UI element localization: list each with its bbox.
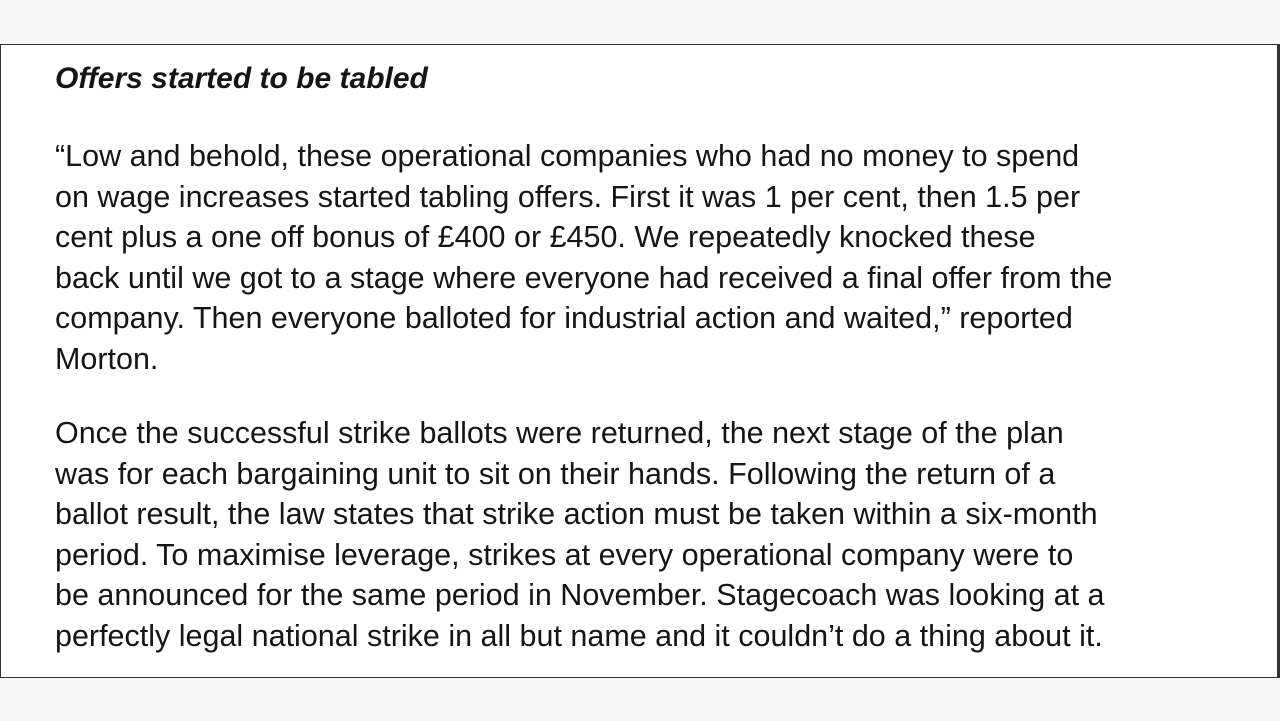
article-content bbox=[55, 59, 1265, 656]
article-paragraph-1: “Low and behold, these operational companies who had no money to spend on wage increases started tabling offers. First it was 1 per cent, then 1.5 per cent plus a one off bonus of £400 or £450. We repeatedly knocked these back until we got to a stage where everyone had received a final offer from the company. Then everyone balloted for industrial action and waited,” reported Morton. bbox=[55, 139, 1113, 376]
article-paragraph-2: Once the successful strike ballots were returned, the next stage of the plan was for each bargaining unit to sit on their hands. Following the return of a ballot result, the law states that strike action must be taken within a six-month period. To maximise leverage, strikes at every operational company were to be announced for the same period in November. Stagecoach was looking at a perfectly legal national strike in all but name and it couldn’t do a thing about it. bbox=[55, 416, 1105, 653]
article-box bbox=[0, 44, 1280, 678]
article-heading: Offers started to be tabled bbox=[55, 62, 428, 95]
